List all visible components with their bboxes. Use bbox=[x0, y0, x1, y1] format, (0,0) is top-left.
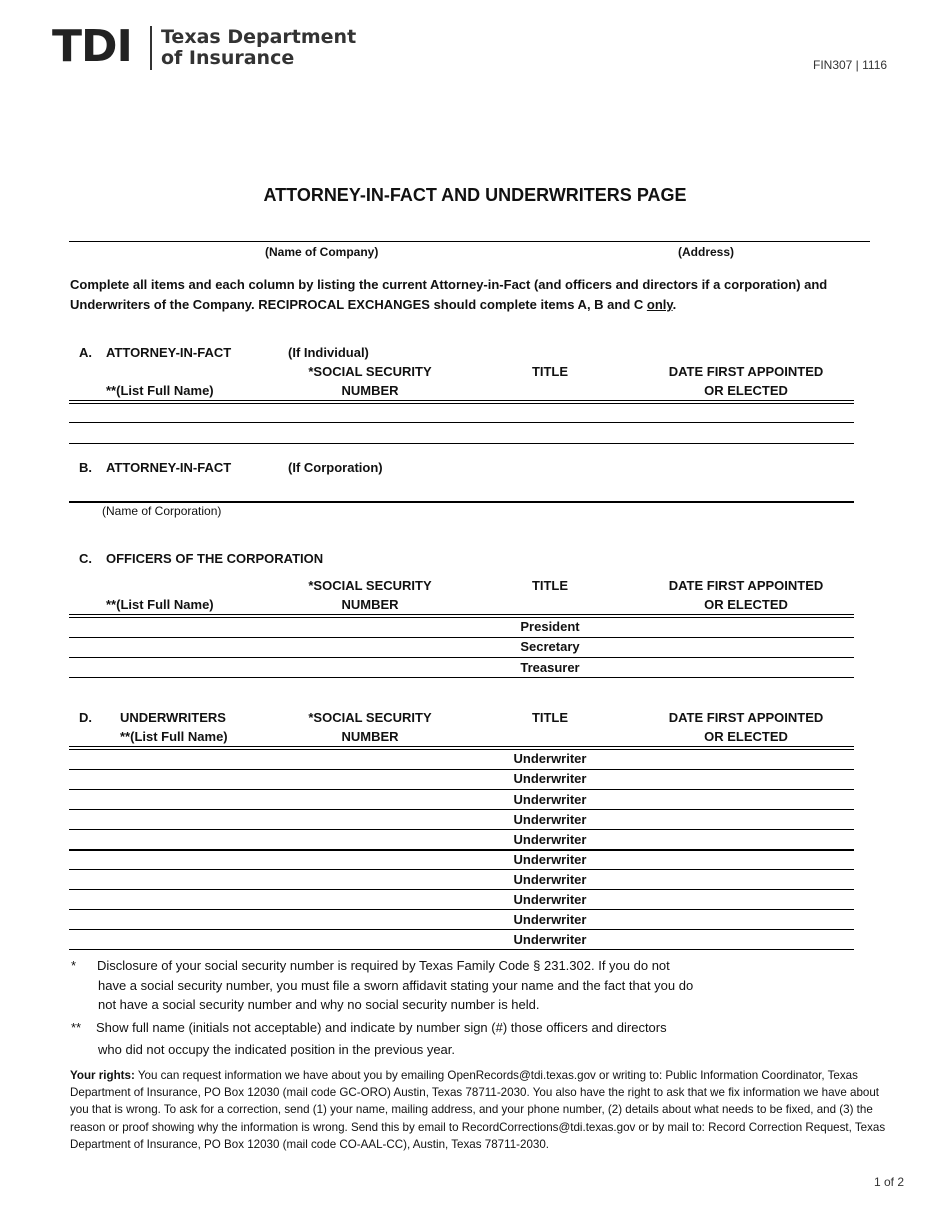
footnote-single-line-3: not have a social security number and why no social security number is held. bbox=[98, 997, 540, 1012]
officer-row-line[interactable] bbox=[69, 637, 854, 638]
underwriter-title: Underwriter bbox=[513, 892, 587, 907]
logo-mark: TDI bbox=[52, 21, 132, 72]
underwriter-title: Underwriter bbox=[513, 832, 587, 847]
section-c-header-rule bbox=[69, 614, 854, 618]
section-d-heading: UNDERWRITERS bbox=[120, 710, 226, 725]
section-a-row-line[interactable] bbox=[69, 422, 854, 423]
section-a-title-header: TITLE bbox=[531, 364, 569, 379]
section-c-date-header-2: OR ELECTED bbox=[704, 597, 788, 612]
section-b-letter: B. bbox=[79, 460, 92, 475]
underwriter-row-line[interactable] bbox=[69, 929, 854, 930]
section-b-qualifier: (If Corporation) bbox=[288, 460, 383, 475]
underwriter-row-line[interactable] bbox=[69, 889, 854, 890]
logo-line-1: Texas Department bbox=[161, 26, 357, 48]
your-rights-text: You can request information we have about you by emailing OpenRecords@tdi.texas.gov or writing to: Public Information Coordinator, Texas Department of Insurance, PO Box 12030 (mail code GC-ORO) Austin, Texas 78711-2030. You also have the right to ask that we fix information we have about you that is wrong. To ask for a correction, send (1) your name, mailing address, and your phone number, (2) details about what needs to be fixed, and (3) the reason or proof showing why the information is wrong. Send this by email to RecordCorrections@tdi.texas.gov or by mail to: Record Correction Request, Texas Department of Insurance, PO Box 12030 (mail code CO-AAL-CC), Austin, Texas 78711-2030. bbox=[70, 1069, 886, 1151]
underwriter-title: Underwriter bbox=[513, 872, 587, 887]
underwriter-row-line[interactable] bbox=[69, 769, 854, 770]
section-d-title-header: TITLE bbox=[531, 710, 569, 725]
company-line bbox=[69, 241, 870, 242]
section-d-ssn-header-1: *SOCIAL SECURITY bbox=[308, 710, 432, 725]
section-d-name-header: **(List Full Name) bbox=[120, 729, 228, 744]
instructions-period: . bbox=[672, 297, 677, 312]
underwriter-row-line[interactable] bbox=[69, 909, 854, 910]
section-c-date-header-1: DATE FIRST APPOINTED bbox=[668, 578, 824, 593]
section-c-ssn-header-1: *SOCIAL SECURITY bbox=[308, 578, 432, 593]
section-c-ssn-header-2: NUMBER bbox=[341, 597, 399, 612]
instructions bbox=[70, 275, 880, 315]
section-c-heading: OFFICERS OF THE CORPORATION bbox=[106, 551, 324, 566]
underwriter-row-line[interactable] bbox=[69, 789, 854, 790]
underwriter-row-line[interactable] bbox=[69, 949, 854, 950]
form-id: FIN307 | 1116 bbox=[813, 58, 888, 72]
underwriter-title: Underwriter bbox=[513, 771, 587, 786]
corporation-name-label: (Name of Corporation) bbox=[102, 504, 222, 518]
officer-row-line[interactable] bbox=[69, 657, 854, 658]
underwriter-title: Underwriter bbox=[513, 812, 587, 827]
your-rights-notice bbox=[70, 1067, 890, 1153]
officer-title-president: President bbox=[520, 619, 580, 634]
section-a-date-header-1: DATE FIRST APPOINTED bbox=[668, 364, 824, 379]
section-a-row-line[interactable] bbox=[69, 443, 854, 444]
section-a-name-header: **(List Full Name) bbox=[106, 383, 214, 398]
section-d-header-rule bbox=[69, 746, 854, 750]
underwriter-row-line[interactable] bbox=[69, 869, 854, 870]
section-c-title-header: TITLE bbox=[531, 578, 569, 593]
section-a-date-header-2: OR ELECTED bbox=[704, 383, 788, 398]
footnote-double-line-2: who did not occupy the indicated position in the previous year. bbox=[98, 1042, 456, 1057]
underwriter-title: Underwriter bbox=[513, 912, 587, 927]
footnote-single-line-2: have a social security number, you must file a sworn affidavit stating your name and the fact that you do bbox=[98, 978, 694, 993]
section-a-heading: ATTORNEY-IN-FACT bbox=[106, 345, 232, 360]
underwriter-title: Underwriter bbox=[513, 751, 587, 766]
footnote-single-mark: * bbox=[71, 958, 77, 973]
section-c-name-header: **(List Full Name) bbox=[106, 597, 214, 612]
underwriter-title: Underwriter bbox=[513, 932, 587, 947]
section-d-date-header-2: OR ELECTED bbox=[704, 729, 788, 744]
instructions-text: Complete all items and each column by listing the current Attorney-in-Fact (and officers and directors if a corporation) and Underwriters of the Company. RECIPROCAL EXCHANGES should complete items A, B and C bbox=[70, 277, 828, 312]
underwriter-row-line[interactable] bbox=[69, 829, 854, 830]
section-d-ssn-header-2: NUMBER bbox=[341, 729, 399, 744]
underwriter-title: Underwriter bbox=[513, 792, 587, 807]
section-a-ssn-header-2: NUMBER bbox=[341, 383, 399, 398]
logo-agency-name bbox=[161, 27, 356, 69]
logo-line-2: of Insurance bbox=[161, 47, 295, 69]
page-number: 1 of 2 bbox=[874, 1175, 905, 1189]
section-a-header-rule bbox=[69, 400, 854, 404]
page-title: ATTORNEY-IN-FACT AND UNDERWRITERS PAGE bbox=[263, 185, 687, 205]
underwriter-row-line[interactable] bbox=[69, 849, 854, 851]
underwriter-row-line[interactable] bbox=[69, 809, 854, 810]
section-a-qualifier: (If Individual) bbox=[288, 345, 369, 360]
footnote-single-line-1: Disclosure of your social security number is required by Texas Family Code § 231.302. If you do not bbox=[97, 958, 670, 973]
company-name-label: (Name of Company) bbox=[265, 245, 379, 259]
section-d-letter: D. bbox=[79, 710, 92, 725]
your-rights-label: Your rights: bbox=[70, 1069, 135, 1082]
section-b-heading: ATTORNEY-IN-FACT bbox=[106, 460, 232, 475]
section-a-letter: A. bbox=[79, 345, 92, 360]
underwriter-title: Underwriter bbox=[513, 852, 587, 867]
officer-row-line[interactable] bbox=[69, 677, 854, 678]
instructions-only: only bbox=[646, 297, 673, 312]
footnote-double-line-1: Show full name (initials not acceptable) and indicate by number sign (#) those officers and directors bbox=[96, 1020, 667, 1035]
logo-divider bbox=[150, 26, 152, 70]
section-a-ssn-header-1: *SOCIAL SECURITY bbox=[308, 364, 432, 379]
officer-title-treasurer: Treasurer bbox=[520, 660, 580, 675]
section-c-letter: C. bbox=[79, 551, 92, 566]
footnote-double-mark: ** bbox=[71, 1020, 82, 1035]
company-address-label: (Address) bbox=[678, 245, 735, 259]
officer-title-secretary: Secretary bbox=[520, 639, 580, 654]
corporation-name-line[interactable] bbox=[69, 501, 854, 503]
section-d-date-header-1: DATE FIRST APPOINTED bbox=[668, 710, 824, 725]
